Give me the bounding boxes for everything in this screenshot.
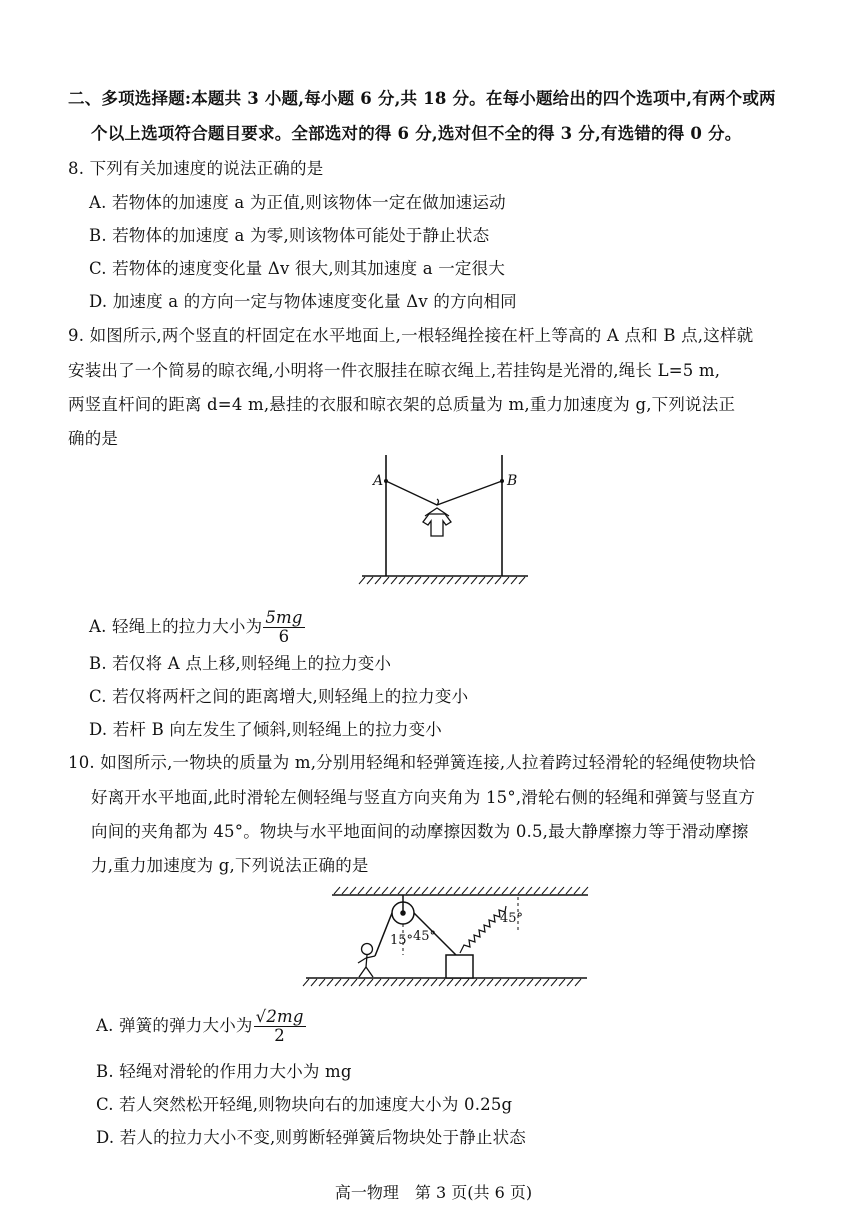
q9-stem-line3: 两竖直杆间的距离 d=4 m,悬挂的衣服和晾衣架的总质量为 m,重力加速度为 g,下列说法正 [68, 395, 736, 414]
q9-option-c: C. 若仅将两杆之间的距离增大,则轻绳上的拉力变小 [89, 687, 469, 706]
q10-option-c: C. 若人突然松开轻绳,则物块向右的加速度大小为 0.25g [96, 1095, 513, 1114]
angle-15-label: 15° [390, 933, 414, 948]
q10-option-d: D. 若人的拉力大小不变,则剪断轻弹簧后物块处于静止状态 [96, 1128, 526, 1147]
page-footer: 高一物理 第 3 页(共 6 页) [334, 1183, 533, 1202]
label-a: A [373, 473, 384, 489]
q8-option-b: B. 若物体的加速度 a 为零,则该物体可能处于静止状态 [89, 226, 490, 245]
q10-stem-line1: 10. 如图所示,一物块的质量为 m,分别用轻绳和轻弹簧连接,人拉着跨过轻滑轮的轻绳使物块恰 [68, 753, 756, 772]
q8-stem: 8. 下列有关加速度的说法正确的是 [68, 159, 324, 178]
angle-45-left-label: 45° [413, 929, 437, 944]
rope [386, 481, 502, 505]
block [446, 955, 473, 978]
label-b: B [507, 473, 518, 489]
floor-hatch [303, 979, 581, 986]
q10-stem-line3: 向间的夹角都为 45°。物块与水平地面间的动摩擦因数为 0.5,最大静摩擦力等于滑动摩擦 [91, 822, 749, 841]
q10-stem-line4: 力,重力加速度为 g,下列说法正确的是 [91, 856, 369, 875]
q9-option-b: B. 若仅将 A 点上移,则轻绳上的拉力变小 [89, 654, 392, 673]
hanger-and-shirt [423, 499, 451, 536]
pulley-wheel [392, 902, 414, 924]
rope-right [414, 913, 456, 955]
ground-hatch [359, 577, 525, 584]
q9-option-a-text: A. 轻绳上的拉力大小为 [89, 617, 263, 636]
q9-option-a-numerator: 5mg [265, 608, 303, 627]
q8-option-a: A. 若物体的加速度 a 为正值,则该物体一定在做加速运动 [89, 193, 506, 212]
angle-45-right-label: 45° [500, 911, 524, 926]
q9-stem-line1: 9. 如图所示,两个竖直的杆固定在水平地面上,一根轻绳拴接在杆上等高的 A 点和 B 点,这样就 [68, 326, 754, 345]
q10-option-a-fraction [254, 1008, 306, 1045]
q9-option-d: D. 若杆 B 向左发生了倾斜,则轻绳上的拉力变小 [89, 720, 442, 739]
q8-option-d: D. 加速度 a 的方向一定与物体速度变化量 Δv 的方向相同 [89, 292, 517, 311]
q10-option-a-text: A. 弹簧的弹力大小为 [96, 1016, 253, 1035]
spring [460, 906, 506, 953]
rope-left [375, 913, 392, 956]
ceiling-hatch [334, 887, 588, 894]
person-figure [358, 944, 375, 978]
q10-option-a-numerator: √2mg [255, 1007, 304, 1026]
q9-stem-line2: 安装出了一个简易的晾衣绳,小明将一件衣服挂在晾衣绳上,若挂钩是光滑的,绳长 L=5 m, [68, 361, 721, 380]
q10-option-a [96, 1007, 306, 1045]
q9-stem-line4: 确的是 [68, 429, 119, 448]
section-header-line1: 二、多项选择题:本题共 3 小题,每小题 6 分,共 18 分。在每小题给出的四个选项中,有两个或两 [68, 89, 776, 108]
q9-option-a-fraction [263, 609, 304, 646]
q9-option-a [89, 608, 305, 646]
q10-option-a-denominator: 2 [274, 1026, 285, 1045]
q10-stem-line2: 好离开水平地面,此时滑轮左侧轻绳与竖直方向夹角为 15°,滑轮右侧的轻绳和弹簧与竖直方 [91, 788, 756, 807]
q8-option-c: C. 若物体的速度变化量 Δv 很大,则其加速度 a 一定很大 [89, 259, 506, 278]
q9-option-a-denominator: 6 [278, 627, 290, 646]
q10-option-b: B. 轻绳对滑轮的作用力大小为 mg [96, 1062, 352, 1081]
section-header-line2: 个以上选项符合题目要求。全部选对的得 6 分,选对但不全的得 3 分,有选错的得 0 分。 [91, 124, 742, 143]
